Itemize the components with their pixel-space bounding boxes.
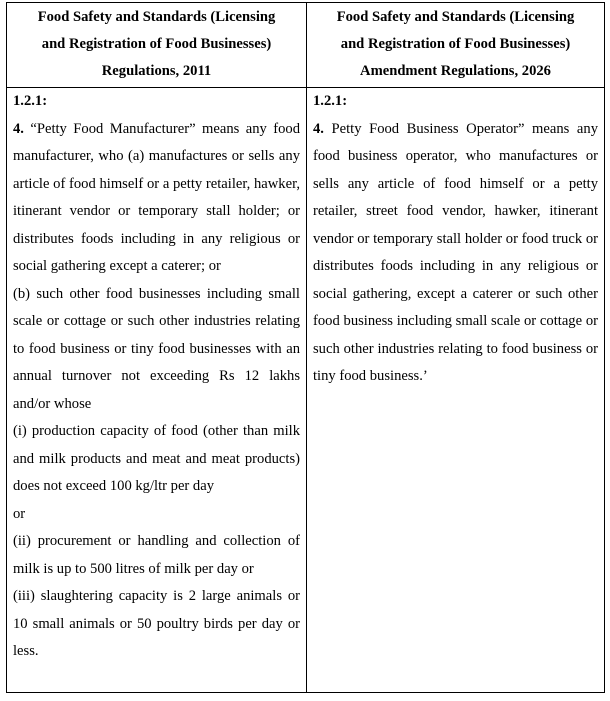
header-right-line3: Amendment Regulations, 2026 bbox=[360, 63, 551, 79]
header-right-line2: and Registration of Food Businesses) bbox=[340, 36, 571, 52]
left-paragraph-ii: (ii) procurement or handling and collection of milk is up to 500 litres of milk per day or bbox=[13, 533, 300, 577]
left-clause-number: 4. bbox=[13, 120, 24, 137]
right-cell bbox=[307, 88, 605, 693]
body-row bbox=[7, 88, 605, 693]
left-paragraph-iii: (iii) slaughtering capacity is 2 large animals or 10 small animals or 50 poultry birds per day or less. bbox=[13, 588, 300, 659]
left-definition-text: “Petty Food Manufacturer” means any food manufacturer, who (a) manufactures or sells any article of food himself or a petty retailer, hawker, itinerant vendor or temporary stall holder; or distributes foods including in any religious or social gathering except a caterer; or bbox=[13, 120, 300, 274]
header-left-line1: Food Safety and Standards (Licensing bbox=[37, 9, 276, 25]
left-section-number: 1.2.1: bbox=[13, 93, 48, 109]
right-section-number: 1.2.1: bbox=[313, 93, 348, 109]
left-paragraph-i: (i) production capacity of food (other than milk and milk products and meat and meat products) does not exceed 100 kg/ltr per day bbox=[13, 423, 300, 494]
left-paragraph-b: (b) such other food businesses including small scale or cottage or such other industries relating to food business or tiny food businesses with an annual turnover not exceeding Rs 12 lakhs and/or whose bbox=[13, 285, 300, 412]
header-right-line1: Food Safety and Standards (Licensing bbox=[336, 9, 575, 25]
left-paragraph-or: or bbox=[13, 505, 26, 522]
header-left bbox=[7, 3, 307, 88]
header-row bbox=[7, 3, 605, 88]
header-left-line3: Regulations, 2011 bbox=[101, 63, 212, 79]
left-paragraph-definition bbox=[13, 116, 300, 281]
left-cell bbox=[7, 88, 307, 693]
comparison-table bbox=[6, 2, 605, 693]
header-right bbox=[307, 3, 605, 88]
right-clause-number: 4. bbox=[313, 120, 324, 137]
right-paragraph-definition bbox=[313, 116, 598, 391]
header-left-line2: and Registration of Food Businesses) bbox=[41, 36, 272, 52]
right-definition-text: Petty Food Business Operator” means any food business operator, who manufactures or sells any article of food himself or a petty retailer, street food vendor, hawker, itinerant vendor or temporary stall holder or food truck or distributes foods including in any religious or social gathering, except a caterer or such other food business including small scale or cottage or such other industries relating to food business or tiny food business.’ bbox=[313, 120, 598, 384]
